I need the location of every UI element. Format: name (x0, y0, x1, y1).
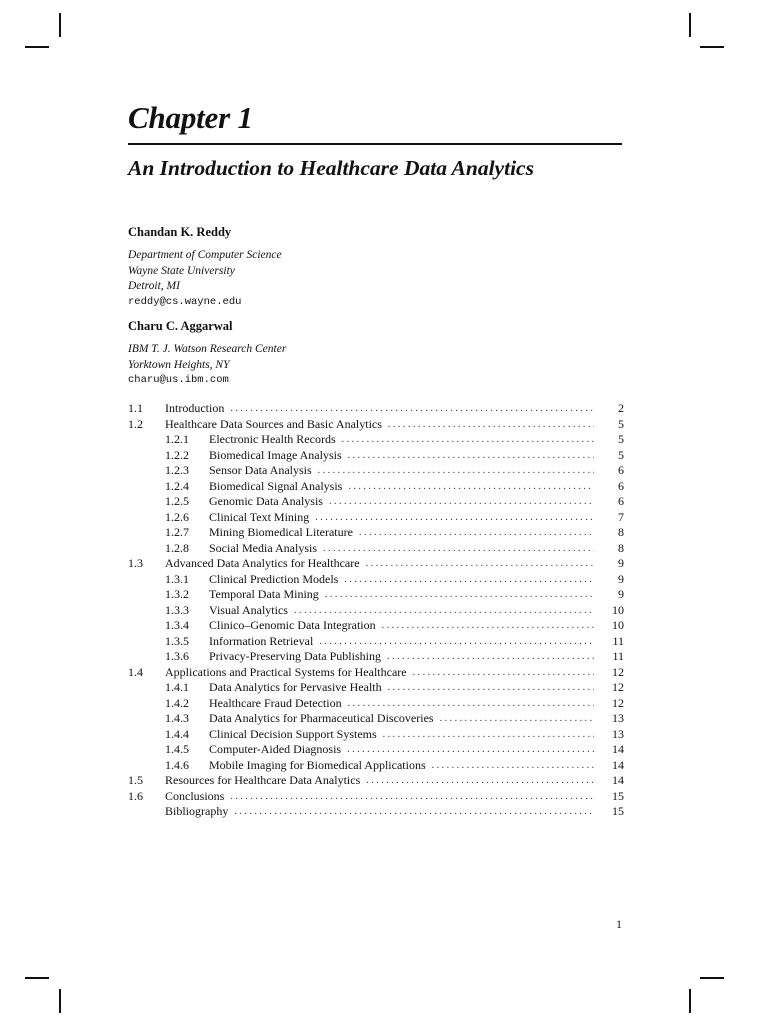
toc-dot-leader (382, 618, 594, 634)
author-location: Yorktown Heights, NY (128, 358, 230, 371)
toc-entry-title-wrap (165, 556, 594, 572)
toc-dot-leader (348, 696, 594, 712)
toc-dot-leader (230, 401, 594, 417)
toc-section-title: Conclusions (165, 788, 225, 803)
toc-section-number: 1.4.5 (165, 742, 189, 756)
toc-entry (128, 603, 624, 619)
toc-entry-title-wrap (209, 525, 594, 541)
toc-entry-title-wrap (209, 494, 594, 510)
toc-entry-title-wrap (209, 727, 594, 743)
toc-dot-leader (348, 448, 594, 464)
toc-section-title: Introduction (165, 401, 225, 415)
crop-mark-top-right-v (689, 13, 691, 37)
toc-section-number: 1.2.3 (165, 463, 189, 477)
toc-entry-title-wrap (209, 618, 594, 634)
toc-entry-title-wrap (165, 804, 594, 820)
author-block (128, 222, 282, 310)
toc-section-number: 1.6 (128, 788, 143, 803)
toc-entry (128, 494, 624, 510)
toc-entry-title-wrap (165, 401, 594, 417)
toc-entry (128, 634, 624, 650)
toc-section-title: Bibliography (165, 804, 229, 818)
crop-mark-bottom-right-v (689, 989, 691, 1013)
page-number: 1 (616, 917, 622, 931)
toc-entry-title-wrap (209, 680, 594, 696)
toc-section-number: 1.3.6 (165, 649, 189, 663)
chapter-label: Chapter 1 (128, 100, 253, 135)
toc-entry (128, 804, 624, 820)
toc-entry (128, 587, 624, 603)
table-of-contents (128, 401, 624, 820)
toc-page-number: 5 (618, 416, 624, 431)
toc-page-number: 13 (612, 726, 624, 741)
toc-section-number: 1.3.2 (165, 587, 189, 601)
toc-section-number: 1.4.4 (165, 726, 189, 741)
toc-page-number: 9 (618, 571, 624, 586)
toc-entry (128, 541, 624, 557)
toc-entry (128, 680, 624, 696)
toc-page-number: 15 (612, 788, 624, 803)
toc-page-number: 5 (618, 432, 624, 446)
toc-dot-leader (325, 587, 594, 603)
chapter-rule (128, 143, 622, 145)
toc-section-title: Temporal Data Mining (209, 587, 319, 601)
toc-page-number: 8 (618, 540, 624, 555)
toc-dot-leader (318, 463, 594, 479)
toc-section-title: Genomic Data Analysis (209, 494, 323, 508)
toc-dot-leader (344, 572, 594, 588)
toc-entry (128, 510, 624, 526)
toc-dot-leader (234, 804, 594, 820)
toc-section-number: 1.2.5 (165, 494, 189, 508)
author-department: Department of Computer Science (128, 249, 282, 261)
toc-entry (128, 556, 624, 572)
toc-entry-title-wrap (209, 603, 594, 619)
toc-entry-title-wrap (209, 649, 594, 665)
toc-section-title: Computer-Aided Diagnosis (209, 742, 342, 756)
toc-entry (128, 417, 624, 433)
author-name: Chandan K. Reddy (128, 225, 232, 239)
toc-section-number: 1.2.6 (165, 509, 189, 524)
toc-section-title: Data Analytics for Pharmaceutical Discoveries (209, 711, 434, 725)
toc-section-title: Applications and Practical Systems for Healthcare (165, 664, 407, 679)
toc-page-number: 6 (618, 463, 624, 477)
toc-entry (128, 742, 624, 758)
toc-entry-title-wrap (165, 789, 594, 805)
toc-entry (128, 773, 624, 789)
toc-entry-title-wrap (165, 417, 594, 433)
toc-entry (128, 696, 624, 712)
toc-dot-leader (432, 758, 594, 774)
toc-page-number: 14 (612, 742, 624, 756)
toc-section-number: 1.2.7 (165, 525, 189, 539)
toc-section-number: 1.2.4 (165, 478, 189, 493)
toc-entry (128, 711, 624, 727)
toc-entry (128, 432, 624, 448)
toc-dot-leader (366, 773, 594, 789)
toc-section-number: 1.2.1 (165, 432, 189, 446)
toc-section-title: Mining Biomedical Literature (209, 525, 353, 539)
toc-page-number: 6 (618, 494, 624, 508)
toc-page-number: 8 (618, 525, 624, 539)
toc-section-number: 1.5 (128, 773, 143, 787)
toc-section-title: Clinical Decision Support Systems (209, 726, 377, 741)
toc-page-number: 14 (612, 773, 624, 787)
toc-entry-title-wrap (209, 448, 594, 464)
author-institution: IBM T. J. Watson Research Center (128, 343, 287, 355)
toc-page-number: 13 (612, 711, 624, 725)
toc-page-number: 15 (612, 804, 624, 818)
toc-page-number: 10 (612, 618, 624, 632)
toc-entry (128, 665, 624, 681)
toc-section-title: Data Analytics for Pervasive Health (209, 680, 382, 694)
crop-mark-bottom-left-v (59, 989, 61, 1013)
toc-page-number: 9 (618, 587, 624, 601)
toc-dot-leader (413, 665, 594, 681)
toc-dot-leader (383, 727, 594, 743)
toc-dot-leader (319, 634, 594, 650)
toc-dot-leader (347, 742, 594, 758)
toc-dot-leader (342, 432, 594, 448)
author-email: reddy@cs.wayne.edu (128, 295, 242, 308)
toc-section-title: Electronic Health Records (209, 432, 336, 446)
toc-entry-title-wrap (209, 696, 594, 712)
toc-section-number: 1.2.2 (165, 447, 189, 462)
toc-section-title: Sensor Data Analysis (209, 463, 312, 477)
toc-section-number: 1.3.4 (165, 618, 189, 632)
author-email: charu@us.ibm.com (128, 374, 229, 386)
toc-entry (128, 727, 624, 743)
toc-entry-title-wrap (209, 432, 594, 448)
author-institution: Wayne State University (128, 264, 235, 277)
toc-page-number: 12 (612, 680, 624, 694)
toc-section-number: 1.2 (128, 416, 143, 431)
toc-section-number: 1.3.3 (165, 602, 189, 617)
toc-section-number: 1.2.8 (165, 540, 189, 555)
toc-entry (128, 463, 624, 479)
toc-entry (128, 401, 624, 417)
toc-dot-leader (230, 789, 594, 805)
author-name: Charu C. Aggarwal (128, 319, 233, 333)
toc-dot-leader (440, 711, 594, 727)
toc-entry (128, 649, 624, 665)
toc-entry (128, 479, 624, 495)
toc-section-title: Clinico–Genomic Data Integration (209, 618, 376, 632)
toc-dot-leader (294, 603, 594, 619)
toc-entry-title-wrap (209, 711, 594, 727)
toc-section-number: 1.3.5 (165, 633, 189, 648)
toc-entry-title-wrap (165, 773, 594, 789)
toc-page-number: 14 (612, 757, 624, 772)
toc-page-number: 12 (612, 695, 624, 710)
toc-section-title: Biomedical Image Analysis (209, 447, 342, 462)
toc-section-title: Clinical Prediction Models (209, 571, 339, 586)
toc-dot-leader (388, 680, 594, 696)
crop-mark-top-left-h (25, 46, 49, 48)
toc-dot-leader (366, 556, 594, 572)
toc-dot-leader (323, 541, 594, 557)
toc-dot-leader (359, 525, 594, 541)
toc-entry-title-wrap (209, 758, 594, 774)
toc-section-number: 1.3 (128, 556, 143, 570)
toc-page-number: 11 (612, 649, 624, 663)
toc-page-number: 10 (612, 602, 624, 617)
toc-section-title: Social Media Analysis (209, 540, 317, 555)
toc-section-number: 1.4.2 (165, 695, 189, 710)
toc-section-title: Information Retrieval (209, 633, 314, 648)
toc-entry (128, 618, 624, 634)
toc-entry (128, 525, 624, 541)
toc-section-title: Mobile Imaging for Biomedical Applications (209, 757, 426, 772)
toc-page-number: 6 (618, 478, 624, 493)
toc-section-title: Healthcare Data Sources and Basic Analytics (165, 416, 382, 431)
toc-page-number: 5 (618, 447, 624, 462)
toc-dot-leader (329, 494, 594, 510)
toc-section-title: Advanced Data Analytics for Healthcare (165, 556, 360, 570)
toc-section-number: 1.4.1 (165, 680, 189, 694)
toc-section-number: 1.4.3 (165, 711, 189, 725)
toc-page-number: 2 (618, 401, 624, 415)
toc-entry (128, 448, 624, 464)
toc-entry-title-wrap (165, 665, 594, 681)
toc-section-title: Resources for Healthcare Data Analytics (165, 773, 361, 787)
author-block (128, 316, 286, 389)
toc-entry (128, 572, 624, 588)
toc-entry (128, 758, 624, 774)
crop-mark-bottom-left-h (25, 977, 49, 979)
toc-section-number: 1.1 (128, 401, 143, 415)
toc-section-number: 1.4 (128, 664, 143, 679)
toc-section-number: 1.4.6 (165, 757, 189, 772)
toc-entry-title-wrap (209, 463, 594, 479)
chapter-title: An Introduction to Healthcare Data Analytics (128, 156, 534, 180)
toc-section-title: Visual Analytics (209, 602, 288, 617)
toc-dot-leader (387, 649, 594, 665)
toc-section-title: Privacy-Preserving Data Publishing (209, 649, 381, 663)
toc-section-title: Biomedical Signal Analysis (209, 478, 343, 493)
toc-dot-leader (348, 479, 594, 495)
toc-page-number: 12 (612, 664, 624, 679)
toc-page-number: 9 (618, 556, 624, 570)
crop-mark-top-right-h (700, 46, 724, 48)
toc-page-number: 11 (612, 633, 624, 648)
toc-entry (128, 789, 624, 805)
toc-entry-title-wrap (209, 634, 594, 650)
toc-entry-title-wrap (209, 510, 594, 526)
toc-section-title: Clinical Text Mining (209, 509, 310, 524)
toc-entry-title-wrap (209, 587, 594, 603)
toc-dot-leader (315, 510, 594, 526)
toc-entry-title-wrap (209, 479, 594, 495)
toc-page-number: 7 (618, 509, 624, 524)
toc-dot-leader (388, 417, 594, 433)
toc-entry-title-wrap (209, 742, 594, 758)
toc-section-number: 1.3.1 (165, 571, 189, 586)
toc-section-title: Healthcare Fraud Detection (209, 695, 342, 710)
crop-mark-bottom-right-h (700, 977, 724, 979)
toc-entry-title-wrap (209, 572, 594, 588)
toc-entry-title-wrap (209, 541, 594, 557)
crop-mark-top-left-v (59, 13, 61, 37)
author-location: Detroit, MI (128, 280, 180, 292)
